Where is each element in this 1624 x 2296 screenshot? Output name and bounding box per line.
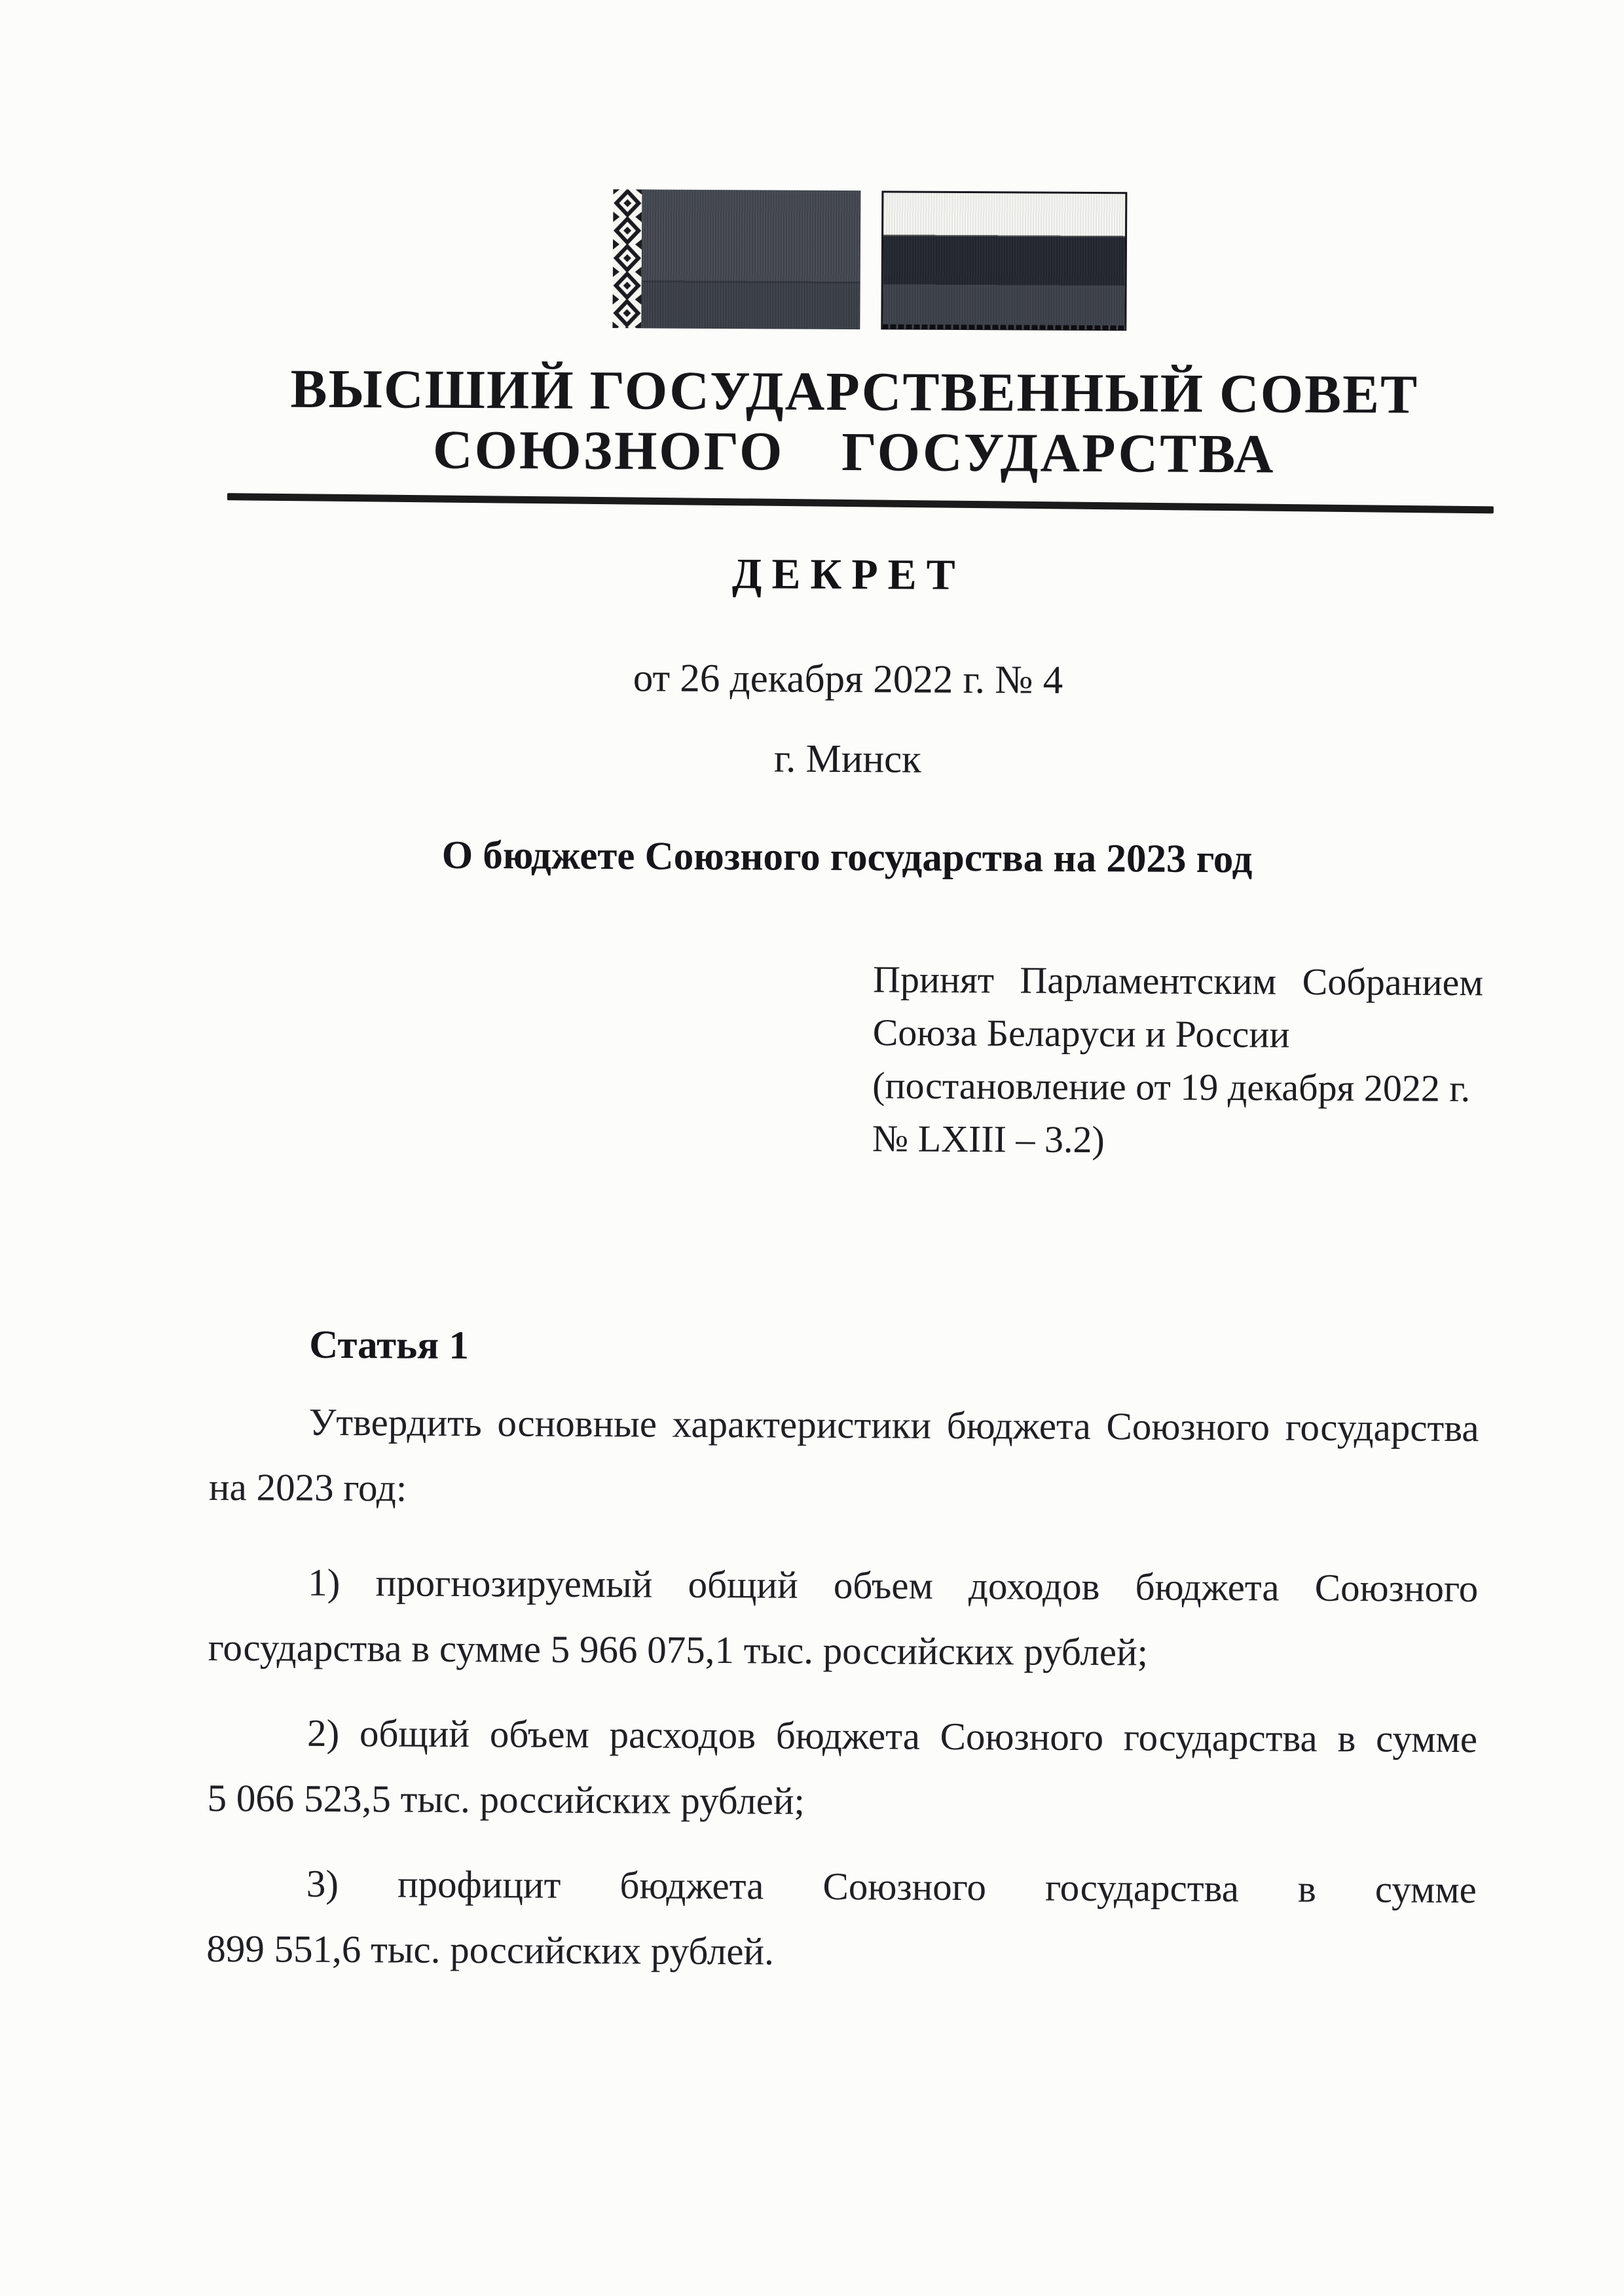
city-line: г. Минск [773, 737, 921, 782]
belarus-flag [612, 189, 860, 329]
article-title: Статья 1 [309, 1322, 470, 1368]
belarus-flag-field [641, 189, 860, 329]
paragraph-line: 2) общий объем расходов бюджета Союзного государства в сумме [306, 1711, 1478, 1761]
adoption-line: № LXIII – 3.2) [872, 1117, 1105, 1161]
paragraph-line: 899 551,6 тыс. российских рублей. [206, 1926, 774, 1973]
paragraph-line: Утвердить основные характеристики бюджета Союзного государства [308, 1400, 1479, 1450]
org-name-line2: СОЮЗНОГО ГОСУДАРСТВА [432, 419, 1276, 485]
paragraph-line: 5 066 523,5 тыс. российских рублей; [207, 1776, 805, 1823]
paragraph [208, 1549, 1478, 1686]
adoption-line: Союза Беларуси и России [872, 1011, 1290, 1056]
russia-flag-bottom-edge [882, 324, 1125, 330]
paragraph [206, 1850, 1477, 1988]
doc-type-title: ДЕКРЕТ [731, 550, 965, 599]
adoption-block [872, 953, 1484, 1168]
header-rule [227, 493, 1494, 513]
belarus-ornament-icon [612, 189, 642, 328]
date-number-line: от 26 декабря 2022 г. № 4 [633, 656, 1063, 702]
adoption-line: (постановление от 19 декабря 2022 г. [872, 1064, 1471, 1110]
paragraph-line: 1) прогнозируемый общий объем доходов бюджета Союзного [308, 1560, 1479, 1611]
paragraph [207, 1700, 1477, 1837]
russia-flag [881, 191, 1127, 331]
paragraph-line: государства в сумме 5 966 075,1 тыс. российских рублей; [208, 1625, 1149, 1674]
org-name [196, 359, 1513, 486]
org-name-line1: ВЫСШИЙ ГОСУДАРСТВЕННЫЙ СОВЕТ [290, 358, 1419, 426]
paragraph-line: 3) профицит бюджета Союзного государства в сумме [306, 1861, 1477, 1912]
paragraph-line: на 2023 год: [208, 1465, 407, 1510]
paragraph [209, 1389, 1479, 1526]
subject-line: О бюджете Союзного государства на 2023 год [441, 833, 1253, 882]
adoption-line: Принят Парламентским Собранием [872, 958, 1484, 1004]
